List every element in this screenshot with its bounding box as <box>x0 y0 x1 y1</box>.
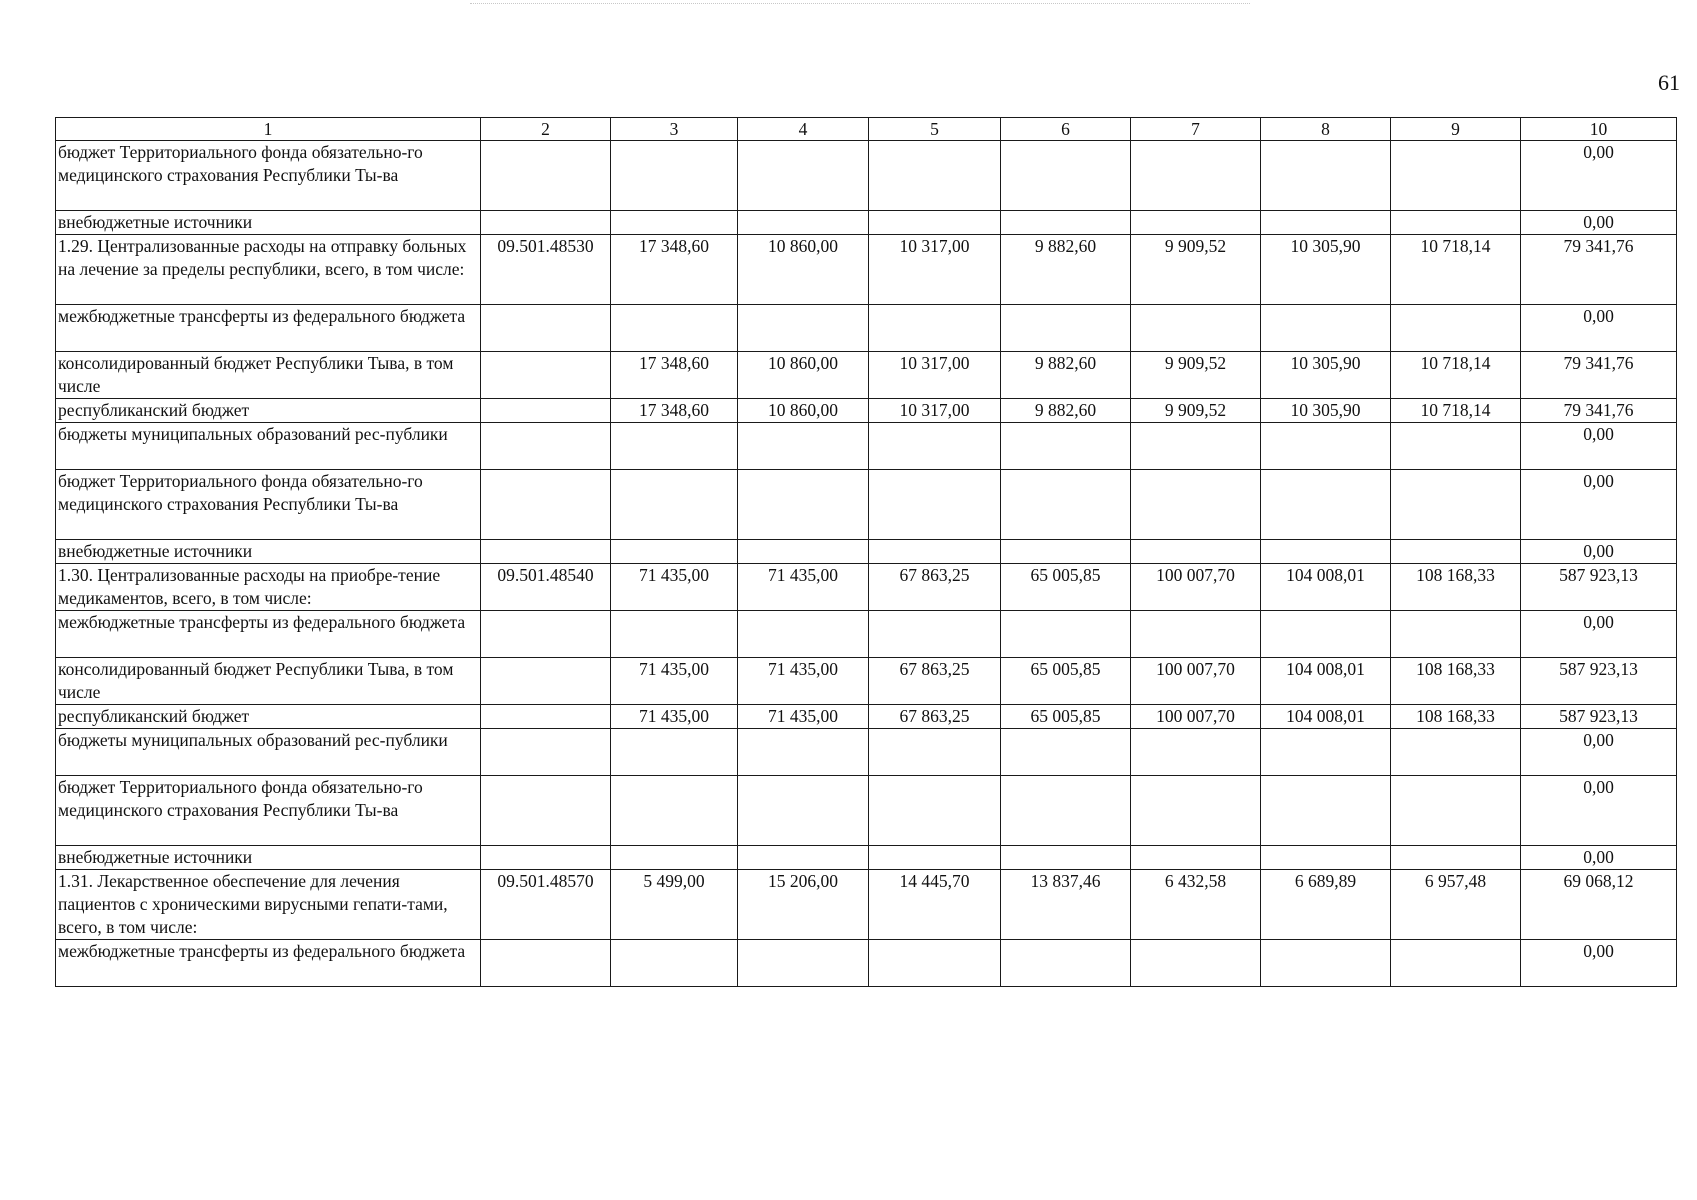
value-cell-col-9 <box>1391 141 1521 211</box>
column-header-2: 2 <box>481 118 611 141</box>
value-cell-col-4: 71 435,00 <box>738 658 869 705</box>
row-label-cell: бюджеты муниципальных образований рес-публики <box>56 729 481 776</box>
value-cell-col-8 <box>1261 423 1391 470</box>
table-row <box>56 940 1677 987</box>
value-cell-col-6 <box>1001 776 1131 846</box>
value-cell-col-3 <box>611 940 738 987</box>
row-label-cell: республиканский бюджет <box>56 399 481 423</box>
row-label-cell: 1.30. Централизованные расходы на приобре-тение медикаментов, всего, в том числе: <box>56 564 481 611</box>
column-header-4: 4 <box>738 118 869 141</box>
value-cell-col-3 <box>611 729 738 776</box>
budget-code-cell: 09.501.48540 <box>481 564 611 611</box>
value-cell-col-8: 104 008,01 <box>1261 564 1391 611</box>
value-cell-col-6 <box>1001 611 1131 658</box>
row-label-cell: межбюджетные трансферты из федерального бюджета <box>56 940 481 987</box>
value-cell-col-7: 100 007,70 <box>1131 658 1261 705</box>
value-cell-col-5: 67 863,25 <box>869 705 1001 729</box>
value-cell-col-8: 6 689,89 <box>1261 870 1391 940</box>
value-cell-col-4: 10 860,00 <box>738 235 869 305</box>
value-cell-col-10: 69 068,12 <box>1521 870 1677 940</box>
value-cell-col-10: 0,00 <box>1521 846 1677 870</box>
budget-code-cell <box>481 305 611 352</box>
column-header-5: 5 <box>869 118 1001 141</box>
value-cell-col-7 <box>1131 540 1261 564</box>
value-cell-col-3 <box>611 846 738 870</box>
table-row <box>56 658 1677 705</box>
table-row <box>56 423 1677 470</box>
table-header <box>56 118 1677 141</box>
value-cell-col-6: 9 882,60 <box>1001 235 1131 305</box>
value-cell-col-5 <box>869 729 1001 776</box>
value-cell-col-3: 17 348,60 <box>611 235 738 305</box>
value-cell-col-9 <box>1391 776 1521 846</box>
value-cell-col-5 <box>869 423 1001 470</box>
value-cell-col-7 <box>1131 470 1261 540</box>
budget-code-cell: 09.501.48530 <box>481 235 611 305</box>
column-header-6: 6 <box>1001 118 1131 141</box>
value-cell-col-4: 71 435,00 <box>738 564 869 611</box>
value-cell-col-10: 0,00 <box>1521 305 1677 352</box>
value-cell-col-6: 65 005,85 <box>1001 705 1131 729</box>
value-cell-col-5 <box>869 470 1001 540</box>
value-cell-col-9 <box>1391 846 1521 870</box>
value-cell-col-4 <box>738 940 869 987</box>
table-row <box>56 729 1677 776</box>
row-label-cell: внебюджетные источники <box>56 540 481 564</box>
value-cell-col-10: 587 923,13 <box>1521 564 1677 611</box>
row-label-cell: консолидированный бюджет Республики Тыва, в том числе <box>56 658 481 705</box>
value-cell-col-7: 9 909,52 <box>1131 399 1261 423</box>
value-cell-col-4 <box>738 211 869 235</box>
header-row <box>56 118 1677 141</box>
column-header-3: 3 <box>611 118 738 141</box>
row-label-cell: бюджет Территориального фонда обязательно-го медицинского страхования Республики Ты-ва <box>56 470 481 540</box>
budget-code-cell <box>481 705 611 729</box>
value-cell-col-9 <box>1391 423 1521 470</box>
value-cell-col-3 <box>611 141 738 211</box>
value-cell-col-6 <box>1001 211 1131 235</box>
value-cell-col-8 <box>1261 540 1391 564</box>
value-cell-col-4: 10 860,00 <box>738 352 869 399</box>
value-cell-col-10: 0,00 <box>1521 470 1677 540</box>
column-header-8: 8 <box>1261 118 1391 141</box>
value-cell-col-10: 0,00 <box>1521 729 1677 776</box>
table-row <box>56 305 1677 352</box>
value-cell-col-5: 67 863,25 <box>869 658 1001 705</box>
budget-code-cell <box>481 658 611 705</box>
value-cell-col-3 <box>611 423 738 470</box>
budget-code-cell <box>481 399 611 423</box>
value-cell-col-3: 17 348,60 <box>611 399 738 423</box>
value-cell-col-10: 587 923,13 <box>1521 705 1677 729</box>
column-header-9: 9 <box>1391 118 1521 141</box>
value-cell-col-5 <box>869 305 1001 352</box>
value-cell-col-8: 10 305,90 <box>1261 352 1391 399</box>
value-cell-col-4 <box>738 423 869 470</box>
value-cell-col-10: 79 341,76 <box>1521 352 1677 399</box>
value-cell-col-6: 65 005,85 <box>1001 658 1131 705</box>
value-cell-col-7 <box>1131 940 1261 987</box>
value-cell-col-9: 10 718,14 <box>1391 399 1521 423</box>
budget-code-cell <box>481 470 611 540</box>
value-cell-col-7 <box>1131 611 1261 658</box>
table-row <box>56 211 1677 235</box>
value-cell-col-6: 9 882,60 <box>1001 399 1131 423</box>
table-row <box>56 705 1677 729</box>
table-row <box>56 399 1677 423</box>
value-cell-col-9 <box>1391 305 1521 352</box>
budget-code-cell <box>481 423 611 470</box>
value-cell-col-4: 71 435,00 <box>738 705 869 729</box>
budget-code-cell <box>481 611 611 658</box>
value-cell-col-6 <box>1001 423 1131 470</box>
value-cell-col-6 <box>1001 846 1131 870</box>
value-cell-col-10: 0,00 <box>1521 776 1677 846</box>
table-row <box>56 540 1677 564</box>
value-cell-col-9 <box>1391 611 1521 658</box>
value-cell-col-8 <box>1261 470 1391 540</box>
value-cell-col-4: 10 860,00 <box>738 399 869 423</box>
value-cell-col-10: 79 341,76 <box>1521 399 1677 423</box>
scan-edge-rule <box>470 3 1250 4</box>
table-row <box>56 352 1677 399</box>
value-cell-col-5 <box>869 540 1001 564</box>
value-cell-col-3 <box>611 611 738 658</box>
row-label-cell: бюджет Территориального фонда обязательно-го медицинского страхования Республики Ты-ва <box>56 776 481 846</box>
table-row <box>56 846 1677 870</box>
value-cell-col-6 <box>1001 940 1131 987</box>
value-cell-col-8 <box>1261 776 1391 846</box>
value-cell-col-4 <box>738 305 869 352</box>
budget-code-cell <box>481 846 611 870</box>
value-cell-col-4: 15 206,00 <box>738 870 869 940</box>
value-cell-col-10: 0,00 <box>1521 423 1677 470</box>
value-cell-col-6 <box>1001 540 1131 564</box>
value-cell-col-9 <box>1391 470 1521 540</box>
value-cell-col-9 <box>1391 540 1521 564</box>
value-cell-col-9: 10 718,14 <box>1391 352 1521 399</box>
value-cell-col-7 <box>1131 423 1261 470</box>
value-cell-col-9: 108 168,33 <box>1391 564 1521 611</box>
value-cell-col-3 <box>611 305 738 352</box>
value-cell-col-5: 10 317,00 <box>869 352 1001 399</box>
row-label-cell: межбюджетные трансферты из федерального бюджета <box>56 611 481 658</box>
row-label-cell: 1.29. Централизованные расходы на отправку больных на лечение за пределы республики, всего, в том числе: <box>56 235 481 305</box>
value-cell-col-5: 14 445,70 <box>869 870 1001 940</box>
value-cell-col-3: 17 348,60 <box>611 352 738 399</box>
value-cell-col-3: 5 499,00 <box>611 870 738 940</box>
row-label-cell: 1.31. Лекарственное обеспечение для лечения пациентов с хроническими вирусными гепати-тами, всего, в том числе: <box>56 870 481 940</box>
value-cell-col-4 <box>738 540 869 564</box>
value-cell-col-7 <box>1131 211 1261 235</box>
value-cell-col-8 <box>1261 305 1391 352</box>
value-cell-col-8: 104 008,01 <box>1261 705 1391 729</box>
value-cell-col-10: 79 341,76 <box>1521 235 1677 305</box>
value-cell-col-6: 65 005,85 <box>1001 564 1131 611</box>
value-cell-col-3 <box>611 211 738 235</box>
value-cell-col-8: 104 008,01 <box>1261 658 1391 705</box>
value-cell-col-3 <box>611 540 738 564</box>
value-cell-col-6: 13 837,46 <box>1001 870 1131 940</box>
value-cell-col-7: 100 007,70 <box>1131 564 1261 611</box>
value-cell-col-10: 0,00 <box>1521 540 1677 564</box>
value-cell-col-6 <box>1001 141 1131 211</box>
row-label-cell: межбюджетные трансферты из федерального бюджета <box>56 305 481 352</box>
table-row <box>56 141 1677 211</box>
value-cell-col-4 <box>738 729 869 776</box>
value-cell-col-7: 100 007,70 <box>1131 705 1261 729</box>
value-cell-col-6: 9 882,60 <box>1001 352 1131 399</box>
budget-code-cell: 09.501.48570 <box>481 870 611 940</box>
row-label-cell: консолидированный бюджет Республики Тыва, в том числе <box>56 352 481 399</box>
table-row <box>56 235 1677 305</box>
value-cell-col-8 <box>1261 729 1391 776</box>
value-cell-col-6 <box>1001 470 1131 540</box>
value-cell-col-9 <box>1391 211 1521 235</box>
value-cell-col-7 <box>1131 141 1261 211</box>
value-cell-col-5 <box>869 846 1001 870</box>
value-cell-col-8 <box>1261 940 1391 987</box>
row-label-cell: внебюджетные источники <box>56 211 481 235</box>
value-cell-col-7 <box>1131 776 1261 846</box>
value-cell-col-5 <box>869 211 1001 235</box>
value-cell-col-8 <box>1261 846 1391 870</box>
table-row <box>56 870 1677 940</box>
value-cell-col-4 <box>738 846 869 870</box>
value-cell-col-9: 6 957,48 <box>1391 870 1521 940</box>
budget-code-cell <box>481 211 611 235</box>
value-cell-col-9: 10 718,14 <box>1391 235 1521 305</box>
value-cell-col-3: 71 435,00 <box>611 705 738 729</box>
budget-code-cell <box>481 776 611 846</box>
budget-code-cell <box>481 141 611 211</box>
value-cell-col-8: 10 305,90 <box>1261 235 1391 305</box>
value-cell-col-7 <box>1131 729 1261 776</box>
value-cell-col-8: 10 305,90 <box>1261 399 1391 423</box>
value-cell-col-9 <box>1391 729 1521 776</box>
value-cell-col-6 <box>1001 305 1131 352</box>
value-cell-col-9: 108 168,33 <box>1391 705 1521 729</box>
value-cell-col-10: 587 923,13 <box>1521 658 1677 705</box>
value-cell-col-3: 71 435,00 <box>611 658 738 705</box>
value-cell-col-7: 9 909,52 <box>1131 352 1261 399</box>
value-cell-col-5 <box>869 940 1001 987</box>
page-number: 61 <box>1658 70 1680 95</box>
value-cell-col-5 <box>869 776 1001 846</box>
value-cell-col-3: 71 435,00 <box>611 564 738 611</box>
value-cell-col-8 <box>1261 141 1391 211</box>
column-header-1: 1 <box>56 118 481 141</box>
budget-code-cell <box>481 940 611 987</box>
value-cell-col-3 <box>611 776 738 846</box>
table-row <box>56 470 1677 540</box>
value-cell-col-5: 10 317,00 <box>869 399 1001 423</box>
value-cell-col-4 <box>738 470 869 540</box>
value-cell-col-6 <box>1001 729 1131 776</box>
value-cell-col-4 <box>738 611 869 658</box>
value-cell-col-4 <box>738 141 869 211</box>
value-cell-col-5 <box>869 611 1001 658</box>
table-row <box>56 564 1677 611</box>
table-row <box>56 611 1677 658</box>
row-label-cell: внебюджетные источники <box>56 846 481 870</box>
value-cell-col-5 <box>869 141 1001 211</box>
value-cell-col-3 <box>611 470 738 540</box>
table-body <box>56 141 1677 987</box>
value-cell-col-10: 0,00 <box>1521 940 1677 987</box>
row-label-cell: бюджет Территориального фонда обязательно-го медицинского страхования Республики Ты-ва <box>56 141 481 211</box>
column-header-7: 7 <box>1131 118 1261 141</box>
value-cell-col-5: 10 317,00 <box>869 235 1001 305</box>
budget-table <box>55 117 1677 987</box>
value-cell-col-9 <box>1391 940 1521 987</box>
table-row <box>56 776 1677 846</box>
value-cell-col-7 <box>1131 846 1261 870</box>
budget-code-cell <box>481 729 611 776</box>
value-cell-col-7 <box>1131 305 1261 352</box>
value-cell-col-9: 108 168,33 <box>1391 658 1521 705</box>
row-label-cell: бюджеты муниципальных образований рес-публики <box>56 423 481 470</box>
value-cell-col-10: 0,00 <box>1521 141 1677 211</box>
value-cell-col-5: 67 863,25 <box>869 564 1001 611</box>
budget-code-cell <box>481 352 611 399</box>
value-cell-col-10: 0,00 <box>1521 211 1677 235</box>
value-cell-col-4 <box>738 776 869 846</box>
row-label-cell: республиканский бюджет <box>56 705 481 729</box>
value-cell-col-7: 6 432,58 <box>1131 870 1261 940</box>
column-header-10: 10 <box>1521 118 1677 141</box>
value-cell-col-7: 9 909,52 <box>1131 235 1261 305</box>
value-cell-col-8 <box>1261 211 1391 235</box>
budget-code-cell <box>481 540 611 564</box>
value-cell-col-8 <box>1261 611 1391 658</box>
value-cell-col-10: 0,00 <box>1521 611 1677 658</box>
